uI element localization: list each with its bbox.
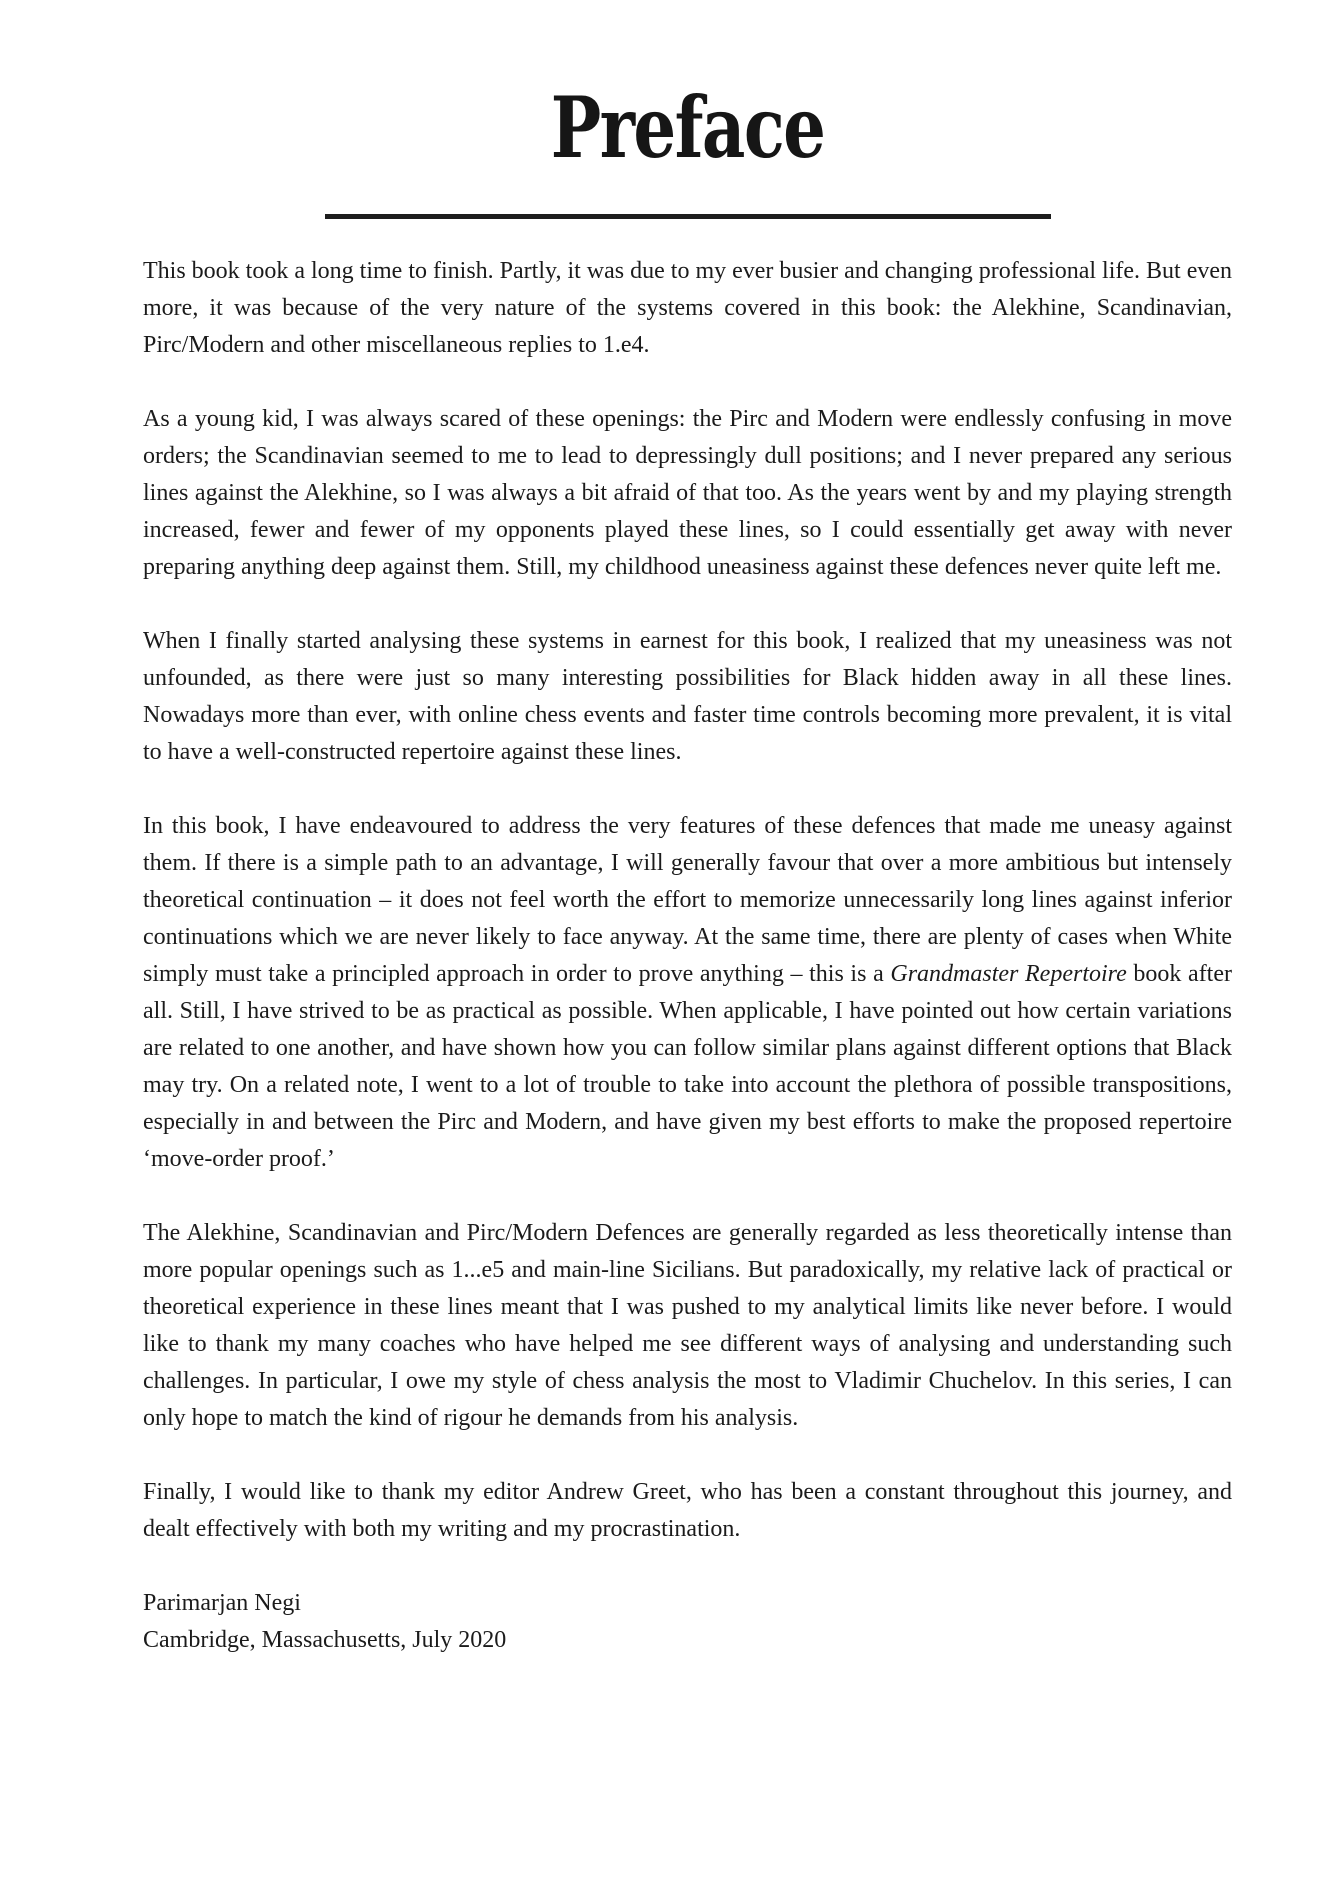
text-run: Finally, I would like to thank my editor Andrew Greet, who has been a constant throughout this journey, and dealt effectively with both my writing and my procrastination. (143, 1479, 1232, 1543)
text-run: book after all. Still, I have strived to be as practical as possible. When applicable, I have pointed out how certain variations are related to one another, and have shown how you can follow similar plans against different options that Black may try. On a related note, I went to a lot of trouble to take into account the plethora of possible transpositions, especially in and between the Pirc and Modern, and have given my best efforts to make the proposed repertoire ‘move-order proof.’ (143, 961, 1232, 1173)
preface-paragraph (143, 808, 1232, 1178)
preface-paragraph (143, 623, 1232, 771)
title-divider (325, 214, 1051, 219)
text-run: The Alekhine, Scandinavian and Pirc/Modern Defences are generally regarded as less theoretically intense than more popular openings such as 1...e5 and main-line Sicilians. But paradoxically, my relative lack of practical or theoretical experience in these lines meant that I was pushed to my analytical limits like never before. I would like to thank my many coaches who have helped me see different ways of analysing and understanding such challenges. In particular, I owe my style of chess analysis the most to Vladimir Chuchelov. In this series, I can only hope to match the kind of rigour he demands from his analysis. (143, 1220, 1232, 1432)
signature-place-date: Cambridge, Massachusetts, July 2020 (143, 1627, 507, 1654)
page-title: Preface (550, 78, 825, 177)
preface-paragraph (143, 1215, 1232, 1437)
text-run: As a young kid, I was always scared of these openings: the Pirc and Modern were endlessly confusing in move orders; the Scandinavian seemed to me to lead to depressingly dull positions; and I never prepared any serious lines against the Alekhine, so I was always a bit afraid of that too. As the years went by and my playing strength increased, fewer and fewer of my opponents played these lines, so I could essentially get away with never preparing anything deep against them. Still, my childhood uneasiness against these defences never quite left me. (143, 406, 1232, 581)
text-run: This book took a long time to finish. Partly, it was due to my ever busier and changing professional life. But even more, it was because of the very nature of the systems covered in this book: the Alekhine, Scandinavian, Pirc/Modern and other miscellaneous replies to 1.e4. (143, 258, 1232, 359)
preface-paragraph (143, 1474, 1232, 1548)
italic-run: Grandmaster Repertoire (890, 961, 1127, 988)
author-name: Parimarjan Negi (143, 1590, 301, 1617)
preface-paragraph (143, 253, 1232, 364)
text-run: When I finally started analysing these systems in earnest for this book, I realized that my uneasiness was not unfounded, as there were just so many interesting possibilities for Black hidden away in all these lines. Nowadays more than ever, with online chess events and faster time controls becoming more prevalent, it is vital to have a well-constructed repertoire against these lines. (143, 628, 1232, 766)
text-run: In this book, I have endeavoured to address the very features of these defences that made me uneasy against them. If there is a simple path to an advantage, I will generally favour that over a more ambitious but intensely theoretical continuation – it does not feel worth the effort to memorize unnecessarily long lines against inferior continuations which we are never likely to face anyway. At the same time, there are plenty of cases when White simply must take a principled approach in order to prove anything – this is a (143, 813, 1232, 988)
preface-text (143, 253, 1232, 1548)
preface-paragraph (143, 401, 1232, 586)
signature-block (143, 1585, 1232, 1659)
